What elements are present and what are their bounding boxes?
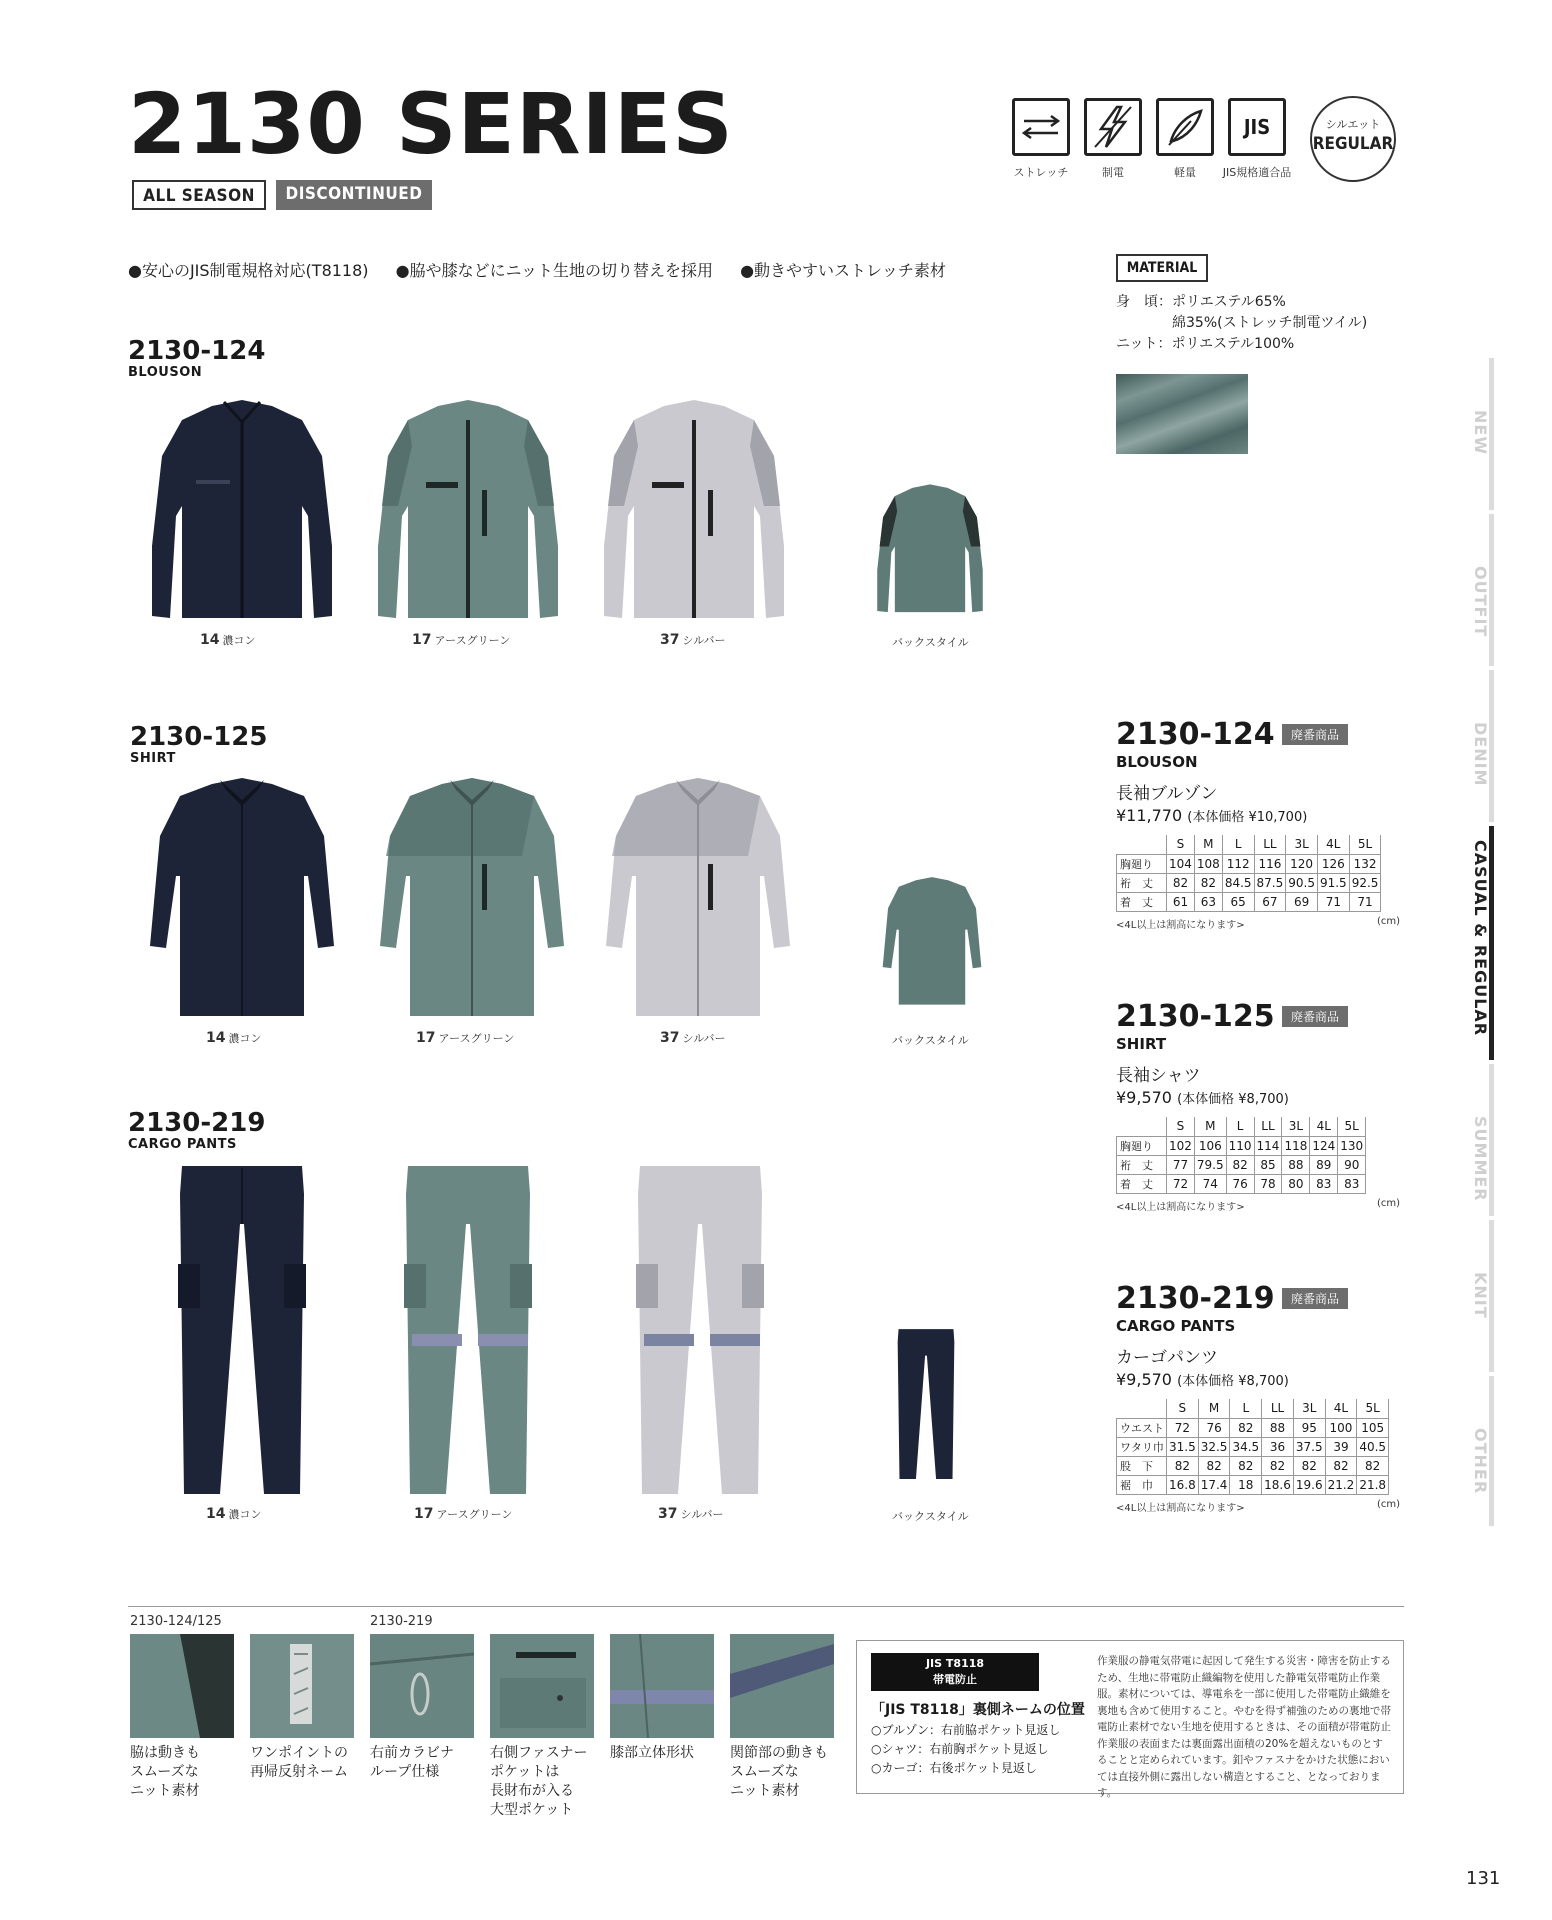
table-row: 裄 丈 82 82 84.5 87.5 90.5 91.5 92.5 (1117, 873, 1381, 892)
color-caption: 14 濃コン (206, 1506, 262, 1522)
list-item: ○シャツ：右前胸ポケット見返し (871, 1742, 1049, 1756)
size-note: <4L以上は割高になります> (cm) (1116, 1498, 1400, 1514)
detail-photo-zip-pocket (490, 1634, 594, 1738)
color-caption: 37 シルバー (660, 632, 726, 648)
color-caption: バックスタイル (892, 1510, 969, 1523)
detail-group-label: 2130-219 (370, 1614, 433, 1629)
detail-photo-carabiner-loop (370, 1634, 474, 1738)
table-row: 裾 巾 16.8 17.4 18 18.6 19.6 21.2 21.8 (1117, 1475, 1389, 1494)
jis-label: JIS規格適合品 (1222, 166, 1292, 179)
size-note: <4L以上は割高になります> (cm) (1116, 1197, 1400, 1213)
shirt-navy-image (142, 776, 342, 1026)
jis-info-box (856, 1640, 1404, 1799)
color-caption: バックスタイル (892, 636, 969, 649)
fabric-swatch (1116, 374, 1248, 454)
sidetab-new[interactable]: NEW (1470, 358, 1494, 510)
discontinued-badge: 廃番商品 (1282, 1006, 1348, 1027)
season-tag: ALL SEASON (132, 180, 266, 210)
table-row: 胸廻り 104 108 112 116 120 126 132 (1117, 854, 1381, 873)
discontinued-badge: 廃番商品 (1282, 1288, 1348, 1309)
color-caption: 37 シルバー (658, 1506, 724, 1522)
detail-group-label: 2130-124/125 (130, 1614, 222, 1629)
section-subtitle: CARGO PANTS (128, 1137, 237, 1152)
antistatic-icon (1084, 98, 1142, 156)
table-row: 着 丈 61 63 65 67 69 71 71 (1117, 892, 1381, 911)
section-divider (128, 1606, 1404, 1607)
color-caption: 14 濃コン (200, 632, 256, 648)
jis-name-label: JIS T8118 帯電防止 (871, 1653, 1039, 1691)
antistatic-label: 制電 (1102, 166, 1124, 179)
color-caption: バックスタイル (892, 1034, 969, 1047)
size-note: <4L以上は割高になります> (cm) (1116, 915, 1400, 931)
feature-list (128, 258, 968, 281)
spec-subtitle: CARGO PANTS (1116, 1317, 1236, 1335)
sidetab-other[interactable]: OTHER (1470, 1376, 1494, 1526)
product-name: カーゴパンツ (1116, 1348, 1218, 1368)
size-table: S M L LL 3L 4L 5L 胸廻り 104 108 112 116 120 126 132 裄 丈 82 82 84.5 87.5 90.5 91.5 92.5 着 丈 61 63 65 67 69 71 71 (1116, 835, 1381, 912)
detail-caption: 右前カラビナ ループ仕様 (370, 1745, 454, 1780)
list-item: ○カーゴ：右後ポケット見返し (871, 1761, 1037, 1775)
spec-block-blouson (1116, 717, 1406, 931)
pants-back-image (894, 1306, 958, 1504)
size-table: S M L LL 3L 4L 5L ウエスト 72 76 82 88 95 100 105 ワタリ巾 31.5 32.5 34.5 36 37.5 39 40.5 股 下 82 82 82 82 82 82 82 裾 巾 16.8 17.4 18 18.6 19.6 21.2 21.8 (1116, 1399, 1389, 1495)
jis-positions (871, 1721, 1060, 1778)
table-row: 胸廻り 102 106 110 114 118 124 130 (1117, 1136, 1366, 1155)
blouson-silver-image (594, 396, 794, 628)
lightweight-icon (1156, 98, 1214, 156)
detail-photo-reflective-name (250, 1634, 354, 1738)
section-subtitle: BLOUSON (128, 365, 203, 380)
color-caption: 14 濃コン (206, 1030, 262, 1046)
product-name: 長袖シャツ (1116, 1066, 1201, 1086)
color-caption: 17 アースグリーン (416, 1030, 515, 1046)
spec-subtitle: BLOUSON (1116, 753, 1198, 771)
sidetab-casual-regular[interactable]: CASUAL & REGULAR (1470, 826, 1494, 1060)
detail-caption: 脇は動きも スムーズな ニット素材 (130, 1745, 200, 1799)
sidetab-knit[interactable]: KNIT (1470, 1220, 1494, 1372)
detail-photo-joint-knit (730, 1634, 834, 1738)
feature-icons (1012, 98, 1400, 188)
table-row: ワタリ巾 31.5 32.5 34.5 36 37.5 39 40.5 (1117, 1437, 1389, 1456)
jis-description: 作業服の静電気帯電に起因して発生する災害・障害を防止するため、生地に帯電防止織編物を使用した静電気帯電防止作業服。素材については、導電糸を一部に使用した帯電防止織維を裏地も含めて使用すること。やむを得ず補強のための裏地で帯電防止素材でない生地を使用するときは、その面積が帯電防止作業服の表面または裏面露出面積の20%を超えないものとすることと定められています。釦やファスナをかけた状態においては直接外側に露出しない構造とすること、となっております。 (1097, 1655, 1391, 1799)
stretch-label: ストレッチ (1013, 166, 1069, 179)
price: ¥11,770 (本体価格 ¥10,700) (1116, 806, 1308, 825)
section-code: 2130-124 (128, 336, 266, 366)
spec-code: 2130-124 (1116, 717, 1275, 752)
section-code: 2130-219 (128, 1108, 266, 1138)
table-row: 着 丈 72 74 76 78 80 83 83 (1117, 1174, 1366, 1193)
pants-silver-image (630, 1164, 770, 1500)
sidetab-denim[interactable]: DENIM (1470, 670, 1494, 822)
blouson-back-image (870, 482, 990, 618)
list-item: ○ブルゾン：右前脇ポケット見返し (871, 1723, 1061, 1737)
detail-caption: 関節部の動きも スムーズな ニット素材 (730, 1745, 828, 1799)
price: ¥9,570 (本体価格 ¥8,700) (1116, 1088, 1289, 1107)
silhouette-badge: シルエット REGULAR (1310, 96, 1396, 182)
section-subtitle: SHIRT (130, 751, 176, 766)
spec-block-shirt (1116, 999, 1406, 1213)
feature-item: ●安心のJIS制電規格対応(T8118) (128, 261, 369, 280)
shirt-green-image (372, 776, 572, 1026)
page-title: 2130 SERIES (128, 75, 734, 173)
detail-photo-knee-shape (610, 1634, 714, 1738)
table-row: ウエスト 72 76 82 88 95 100 105 (1117, 1418, 1389, 1437)
price: ¥9,570 (本体価格 ¥8,700) (1116, 1370, 1289, 1389)
material-composition: 身 頃：ポリエステル65% 綿35%(ストレッチ制電ツイル) ニット：ポリエステル100% (1116, 294, 1368, 352)
pants-green-image (398, 1164, 538, 1500)
sidetab-summer[interactable]: SUMMER (1470, 1064, 1494, 1216)
color-caption: 17 アースグリーン (412, 632, 511, 648)
detail-photo-side-knit (130, 1634, 234, 1738)
status-tag: DISCONTINUED (276, 180, 432, 210)
color-caption: 37 シルバー (660, 1030, 726, 1046)
lightweight-label: 軽量 (1174, 166, 1196, 179)
pants-navy-image (172, 1164, 312, 1500)
material-label: MATERIAL (1116, 254, 1208, 282)
feature-item: ●脇や膝などにニット生地の切り替えを採用 (395, 261, 713, 280)
blouson-green-image (368, 396, 568, 628)
detail-caption: ワンポイントの 再帰反射ネーム (250, 1745, 348, 1780)
category-side-tabs (1470, 358, 1494, 1530)
detail-caption: 右側ファスナー ポケットは 長財布が入る 大型ポケット (490, 1745, 588, 1818)
spec-code: 2130-125 (1116, 999, 1275, 1034)
color-caption: 17 アースグリーン (414, 1506, 513, 1522)
discontinued-badge: 廃番商品 (1282, 724, 1348, 745)
table-row: 裄 丈 77 79.5 82 85 88 89 90 (1117, 1155, 1366, 1174)
page-number: 131 (1466, 1868, 1501, 1889)
shirt-back-image (874, 876, 990, 1010)
stretch-icon (1012, 98, 1070, 156)
size-table: S M L LL 3L 4L 5L 胸廻り 102 106 110 114 118 124 130 裄 丈 77 79.5 82 85 88 89 90 着 丈 72 74 76 78 80 83 83 (1116, 1117, 1366, 1194)
sidetab-outfit[interactable]: OUTFIT (1470, 514, 1494, 666)
jis-title: 「JIS T8118」裏側ネームの位置 (871, 1702, 1085, 1718)
blouson-navy-image (142, 396, 342, 628)
shirt-silver-image (598, 776, 798, 1026)
detail-caption: 膝部立体形状 (610, 1745, 694, 1761)
section-code: 2130-125 (130, 722, 268, 752)
product-name: 長袖ブルゾン (1116, 784, 1218, 804)
jis-icon: JIS (1228, 98, 1286, 156)
table-row: 股 下 82 82 82 82 82 82 82 (1117, 1456, 1389, 1475)
spec-subtitle: SHIRT (1116, 1035, 1167, 1053)
feature-item: ●動きやすいストレッチ素材 (740, 261, 946, 280)
spec-code: 2130-219 (1116, 1281, 1275, 1316)
spec-block-cargo (1116, 1281, 1406, 1514)
